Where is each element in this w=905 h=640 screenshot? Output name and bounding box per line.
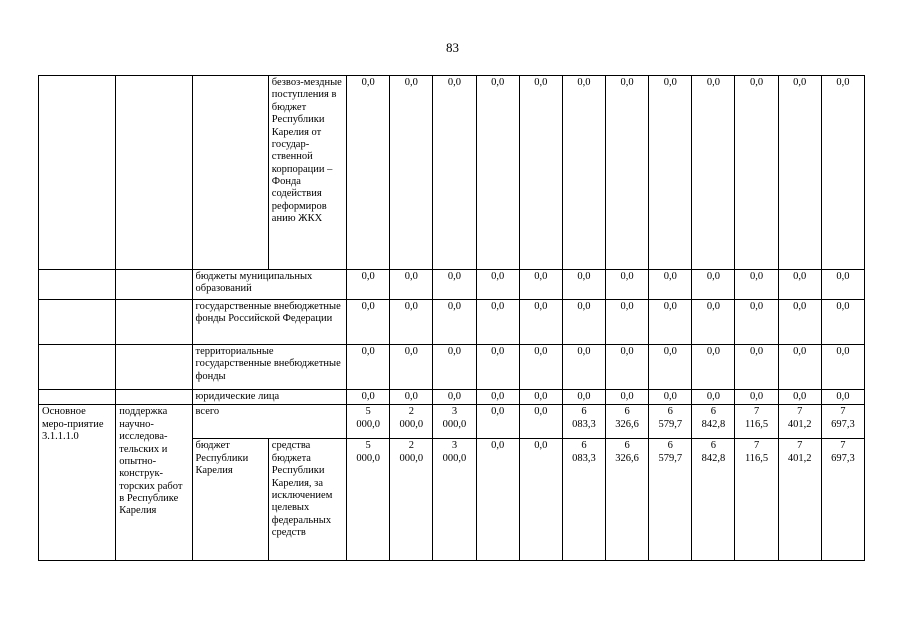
total-label-cell: всего [192,405,347,439]
value-cell: 6 842,8 [692,439,735,561]
value-cell: 0,0 [390,345,433,390]
value-cell: 0,0 [476,439,519,561]
value-cell: 0,0 [562,76,605,270]
table-row [39,76,865,270]
value-cell: 6 083,3 [562,405,605,439]
value-cell: 0,0 [347,76,390,270]
table-row [39,345,865,390]
value-cell: 3 000,0 [433,405,476,439]
value-cell: 0,0 [476,405,519,439]
value-cell: 0,0 [433,270,476,300]
value-cell: 0,0 [692,76,735,270]
value-cell: 0,0 [692,345,735,390]
value-cell: 0,0 [519,345,562,390]
value-cell: 0,0 [347,390,390,405]
value-cell: 0,0 [519,270,562,300]
value-cell: 6 579,7 [649,439,692,561]
value-cell: 0,0 [519,76,562,270]
value-cell: 0,0 [821,390,864,405]
value-cell: 0,0 [606,270,649,300]
value-cell: 0,0 [649,300,692,345]
value-cell: 0,0 [390,270,433,300]
value-cell: 0,0 [476,270,519,300]
value-cell: 7 401,2 [778,439,821,561]
value-cell: 2 000,0 [390,439,433,561]
value-cell: 0,0 [476,300,519,345]
value-cell: 0,0 [735,300,778,345]
status-cell-empty [39,76,116,270]
budget-label-cell: бюджет Республики Карелия [192,439,268,561]
value-cell: 0,0 [476,390,519,405]
value-cell: 0,0 [519,300,562,345]
value-cell: 6 579,7 [649,405,692,439]
budget-source-cell: средства бюджета Республики Карелия, за исключением целевых федеральных средств [268,439,346,561]
value-cell: 0,0 [821,300,864,345]
value-cell: 0,0 [778,345,821,390]
value-cell: 0,0 [692,300,735,345]
value-cell: 0,0 [735,390,778,405]
value-cell: 0,0 [347,300,390,345]
table-row [39,405,865,439]
source-cell: бюджеты муниципальных образований [192,270,347,300]
measure-name-cell: поддержка научно-исследова-тельских и опытно-конструк-торских работ в Республике Карелия [116,405,192,561]
source-cell: государственные внебюджетные фонды Российской Федерации [192,300,347,345]
value-cell: 0,0 [562,300,605,345]
value-cell: 0,0 [821,345,864,390]
source-cell: юридические лица [192,390,347,405]
value-cell: 0,0 [390,300,433,345]
value-cell: 0,0 [433,76,476,270]
name-cell-empty [116,76,192,270]
value-cell: 0,0 [606,76,649,270]
funding-table [38,75,865,561]
value-cell: 0,0 [692,390,735,405]
value-cell: 0,0 [347,345,390,390]
source-cell: безвоз-мездные поступления в бюджет Республики Карелия от государ-ственной корпорации – Фонда содействия реформиров анию ЖКХ [268,76,346,270]
value-cell: 0,0 [778,270,821,300]
value-cell: 0,0 [606,345,649,390]
value-cell: 0,0 [433,345,476,390]
value-cell: 0,0 [649,270,692,300]
page-number: 83 [446,40,459,55]
value-cell: 7 697,3 [821,405,864,439]
value-cell: 7 401,2 [778,405,821,439]
value-cell: 6 083,3 [562,439,605,561]
value-cell: 0,0 [692,270,735,300]
source-cell: территориальные государственные внебюджетные фонды [192,345,347,390]
value-cell: 5 000,0 [347,405,390,439]
value-cell: 6 326,6 [606,405,649,439]
source-group-cell-empty [192,76,268,270]
value-cell: 0,0 [390,390,433,405]
value-cell: 0,0 [735,270,778,300]
value-cell: 0,0 [778,390,821,405]
value-cell: 3 000,0 [433,439,476,561]
value-cell: 0,0 [433,390,476,405]
value-cell: 0,0 [821,270,864,300]
value-cell: 0,0 [606,300,649,345]
table-row [39,390,865,405]
value-cell: 0,0 [519,390,562,405]
value-cell: 0,0 [649,345,692,390]
value-cell: 0,0 [433,300,476,345]
value-cell: 0,0 [347,270,390,300]
table-row [39,300,865,345]
value-cell: 5 000,0 [347,439,390,561]
value-cell: 7 116,5 [735,439,778,561]
value-cell: 2 000,0 [390,405,433,439]
value-cell: 0,0 [390,76,433,270]
measure-status-cell: Основное меро-приятие 3.1.1.1.0 [39,405,116,561]
value-cell: 0,0 [649,76,692,270]
value-cell: 0,0 [562,345,605,390]
value-cell: 0,0 [476,345,519,390]
value-cell: 0,0 [606,390,649,405]
value-cell: 6 842,8 [692,405,735,439]
value-cell: 0,0 [562,390,605,405]
value-cell: 6 326,6 [606,439,649,561]
value-cell: 0,0 [778,300,821,345]
value-cell: 0,0 [735,76,778,270]
value-cell: 0,0 [735,345,778,390]
value-cell: 0,0 [778,76,821,270]
value-cell: 0,0 [519,405,562,439]
table-row [39,270,865,300]
value-cell: 7 116,5 [735,405,778,439]
value-cell: 0,0 [649,390,692,405]
value-cell: 0,0 [562,270,605,300]
value-cell: 0,0 [821,76,864,270]
value-cell: 0,0 [519,439,562,561]
value-cell: 7 697,3 [821,439,864,561]
value-cell: 0,0 [476,76,519,270]
